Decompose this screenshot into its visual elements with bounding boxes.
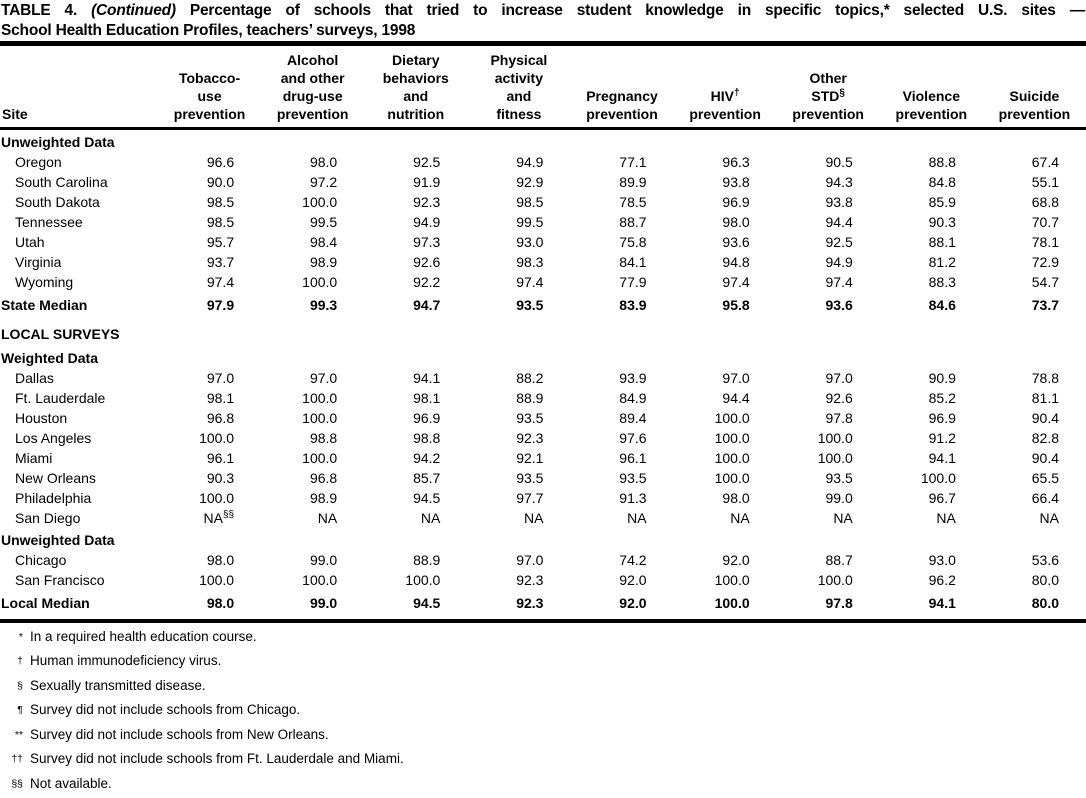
- table-row: [0, 368, 1086, 388]
- footnote-text: Not available.: [30, 774, 1086, 798]
- value-cell: 95.8: [674, 293, 777, 319]
- site-cell: Tennessee: [0, 213, 158, 233]
- value-cell: 99.5: [261, 213, 364, 233]
- table-row: [0, 253, 1086, 273]
- value-cell: 100.0: [674, 448, 777, 468]
- value-cell: 68.8: [983, 193, 1086, 213]
- footnote: [0, 774, 1086, 798]
- value-cell: 97.4: [674, 273, 777, 293]
- value-cell: 82.8: [983, 428, 1086, 448]
- value-cell: 75.8: [570, 233, 673, 253]
- value-cell: 93.8: [777, 193, 880, 213]
- value-cell: 98.5: [467, 193, 570, 213]
- section-header-row: [0, 528, 1086, 551]
- column-header: HIV† prevention: [674, 46, 777, 129]
- value-cell: 66.4: [983, 488, 1086, 508]
- value-cell: 90.3: [880, 213, 983, 233]
- value-cell: 78.5: [570, 193, 673, 213]
- value-cell: 93.7: [158, 253, 261, 273]
- site-cell: Dallas: [0, 368, 158, 388]
- value-cell: 98.8: [364, 428, 467, 448]
- value-cell: 96.8: [158, 408, 261, 428]
- value-cell: 55.1: [983, 173, 1086, 193]
- value-cell: 97.0: [261, 368, 364, 388]
- value-cell: 95.7: [158, 233, 261, 253]
- site-column-header: Site: [0, 46, 158, 129]
- value-cell: 96.9: [364, 408, 467, 428]
- value-cell: 84.1: [570, 253, 673, 273]
- value-cell: 80.0: [983, 571, 1086, 591]
- median-row: [0, 591, 1086, 617]
- value-cell: 90.4: [983, 408, 1086, 428]
- group-header-row: [0, 319, 1086, 346]
- value-cell: 78.1: [983, 233, 1086, 253]
- value-cell: 97.8: [777, 408, 880, 428]
- value-cell: 83.9: [570, 293, 673, 319]
- column-header: Physical activity and fitness: [467, 46, 570, 129]
- value-cell: 97.8: [777, 591, 880, 617]
- value-cell: 93.0: [880, 551, 983, 571]
- value-cell: 97.0: [467, 551, 570, 571]
- footnote-text: In a required health education course.: [30, 627, 1086, 652]
- value-cell: 98.1: [364, 388, 467, 408]
- footnote-text: Survey did not include schools from Ft. Lauderdale and Miami.: [30, 749, 1086, 774]
- value-cell: NA: [983, 508, 1086, 528]
- value-cell: 99.0: [261, 551, 364, 571]
- site-cell: Wyoming: [0, 273, 158, 293]
- table-title: [0, 0, 1086, 40]
- value-cell: 94.9: [777, 253, 880, 273]
- table-row: [0, 408, 1086, 428]
- section-label: LOCAL SURVEYS: [0, 319, 1086, 346]
- value-cell: 93.6: [777, 293, 880, 319]
- table-row: [0, 213, 1086, 233]
- site-cell: Oregon: [0, 153, 158, 173]
- value-cell: 94.1: [880, 448, 983, 468]
- value-cell: 99.0: [261, 591, 364, 617]
- value-cell: NA: [467, 508, 570, 528]
- value-cell: 94.7: [364, 293, 467, 319]
- value-cell: 100.0: [261, 388, 364, 408]
- value-cell: 90.3: [158, 468, 261, 488]
- value-cell: 92.0: [570, 591, 673, 617]
- value-cell: 94.5: [364, 488, 467, 508]
- footnote: [0, 676, 1086, 701]
- site-cell: New Orleans: [0, 468, 158, 488]
- section-header-row: [0, 346, 1086, 369]
- value-cell: 100.0: [674, 408, 777, 428]
- value-cell: 100.0: [674, 591, 777, 617]
- value-cell: 93.5: [570, 468, 673, 488]
- value-cell: NA: [777, 508, 880, 528]
- value-cell: 98.0: [674, 488, 777, 508]
- site-cell: Los Angeles: [0, 428, 158, 448]
- footnote: [0, 749, 1086, 774]
- value-cell: 98.3: [467, 253, 570, 273]
- value-cell: 94.5: [364, 591, 467, 617]
- value-cell: 96.8: [261, 468, 364, 488]
- value-cell: 96.7: [880, 488, 983, 508]
- value-cell: 93.8: [674, 173, 777, 193]
- value-cell: 84.9: [570, 388, 673, 408]
- site-cell: Virginia: [0, 253, 158, 273]
- value-cell: 100.0: [674, 571, 777, 591]
- value-cell: 93.5: [777, 468, 880, 488]
- table-header-row: [0, 46, 1086, 129]
- value-cell: 98.4: [261, 233, 364, 253]
- value-cell: NA: [261, 508, 364, 528]
- footnote-text: Survey did not include schools from New Orleans.: [30, 725, 1086, 750]
- value-cell: 90.4: [983, 448, 1086, 468]
- footnote-symbol: §: [0, 676, 30, 701]
- site-cell: Utah: [0, 233, 158, 253]
- footnote-symbol: ¶: [0, 700, 30, 725]
- footnote: [0, 627, 1086, 652]
- value-cell: 74.2: [570, 551, 673, 571]
- value-cell: 90.5: [777, 153, 880, 173]
- value-cell: 96.1: [158, 448, 261, 468]
- site-cell: South Dakota: [0, 193, 158, 213]
- value-cell: 100.0: [674, 468, 777, 488]
- value-cell: 88.7: [777, 551, 880, 571]
- value-cell: 93.5: [467, 468, 570, 488]
- footnote-text: Human immunodeficiency virus.: [30, 651, 1086, 676]
- value-cell: 94.2: [364, 448, 467, 468]
- table-row: [0, 193, 1086, 213]
- value-cell: 85.7: [364, 468, 467, 488]
- value-cell: NA: [880, 508, 983, 528]
- value-cell: 88.8: [880, 153, 983, 173]
- value-cell: 98.8: [261, 428, 364, 448]
- site-cell: Miami: [0, 448, 158, 468]
- value-cell: 100.0: [364, 571, 467, 591]
- table-row: [0, 273, 1086, 293]
- value-cell: 97.2: [261, 173, 364, 193]
- value-cell: 100.0: [880, 468, 983, 488]
- value-cell: 89.9: [570, 173, 673, 193]
- value-cell: 90.0: [158, 173, 261, 193]
- value-cell: 100.0: [261, 193, 364, 213]
- table-header: [0, 46, 1086, 129]
- value-cell: NA: [570, 508, 673, 528]
- footnote-symbol: †: [0, 651, 30, 676]
- value-cell: 91.3: [570, 488, 673, 508]
- table-row: [0, 551, 1086, 571]
- value-cell: 92.3: [467, 428, 570, 448]
- column-header: Violence prevention: [880, 46, 983, 129]
- table-row: [0, 233, 1086, 253]
- value-cell: 78.8: [983, 368, 1086, 388]
- table-row: [0, 571, 1086, 591]
- value-cell: NA: [674, 508, 777, 528]
- value-cell: 85.2: [880, 388, 983, 408]
- value-cell: 80.0: [983, 591, 1086, 617]
- value-cell: 94.3: [777, 173, 880, 193]
- value-cell: 91.2: [880, 428, 983, 448]
- value-cell: 93.5: [467, 293, 570, 319]
- value-cell: 94.1: [364, 368, 467, 388]
- section-label: Unweighted Data: [0, 528, 1086, 551]
- site-cell: San Francisco: [0, 571, 158, 591]
- site-cell: Philadelphia: [0, 488, 158, 508]
- value-cell: 98.1: [158, 388, 261, 408]
- table-title-text: Percentage of schools that tried to increase student knowledge in specific topics,* selected U.S. sites —: [190, 2, 1085, 19]
- value-cell: 77.9: [570, 273, 673, 293]
- value-cell: 96.3: [674, 153, 777, 173]
- column-header: Tobacco- use prevention: [158, 46, 261, 129]
- value-cell: 100.0: [777, 571, 880, 591]
- table-row: [0, 388, 1086, 408]
- value-cell: 88.9: [467, 388, 570, 408]
- site-cell: San Diego: [0, 508, 158, 528]
- value-cell: 94.4: [674, 388, 777, 408]
- value-cell: 53.6: [983, 551, 1086, 571]
- value-cell: 88.3: [880, 273, 983, 293]
- value-cell: 97.3: [364, 233, 467, 253]
- section-label: Unweighted Data: [0, 129, 1086, 153]
- value-cell: 100.0: [777, 448, 880, 468]
- table-number-label: TABLE 4.: [1, 2, 77, 19]
- value-cell: 88.1: [880, 233, 983, 253]
- site-cell: South Carolina: [0, 173, 158, 193]
- median-row: [0, 293, 1086, 319]
- site-cell: Chicago: [0, 551, 158, 571]
- data-table: [0, 46, 1086, 617]
- table-title-line1: [1, 1, 1085, 21]
- value-cell: 92.3: [467, 591, 570, 617]
- value-cell: 84.8: [880, 173, 983, 193]
- value-cell: 96.9: [674, 193, 777, 213]
- value-cell: 98.0: [261, 153, 364, 173]
- footnotes: [0, 623, 1086, 798]
- value-cell: NA: [364, 508, 467, 528]
- table-row: [0, 468, 1086, 488]
- site-cell: State Median: [0, 293, 158, 319]
- section-header-row: [0, 129, 1086, 153]
- value-cell: 67.4: [983, 153, 1086, 173]
- value-cell: 98.0: [158, 551, 261, 571]
- value-cell: 96.1: [570, 448, 673, 468]
- value-cell: 97.0: [777, 368, 880, 388]
- value-cell: 96.9: [880, 408, 983, 428]
- value-cell: 97.4: [777, 273, 880, 293]
- value-cell: 100.0: [674, 428, 777, 448]
- value-cell: 90.9: [880, 368, 983, 388]
- value-cell: 92.5: [777, 233, 880, 253]
- site-cell: Local Median: [0, 591, 158, 617]
- table-title-line2: School Health Education Profiles, teachers’ surveys, 1998: [1, 21, 1085, 41]
- value-cell: 93.6: [674, 233, 777, 253]
- value-cell: 94.9: [467, 153, 570, 173]
- value-cell: 100.0: [261, 408, 364, 428]
- footnote-text: Sexually transmitted disease.: [30, 676, 1086, 701]
- value-cell: 97.7: [467, 488, 570, 508]
- footnote: [0, 700, 1086, 725]
- value-cell: 100.0: [158, 571, 261, 591]
- value-cell: 98.0: [158, 591, 261, 617]
- footnote: [0, 651, 1086, 676]
- value-cell: 88.7: [570, 213, 673, 233]
- value-cell: 65.5: [983, 468, 1086, 488]
- value-cell: 99.0: [777, 488, 880, 508]
- value-cell: 97.6: [570, 428, 673, 448]
- value-cell: 97.4: [158, 273, 261, 293]
- value-cell: 92.0: [674, 551, 777, 571]
- value-cell: 88.2: [467, 368, 570, 388]
- value-cell: 100.0: [777, 428, 880, 448]
- value-cell: 89.4: [570, 408, 673, 428]
- table-row: [0, 448, 1086, 468]
- value-cell: 54.7: [983, 273, 1086, 293]
- footnote-symbol: *: [0, 627, 30, 652]
- value-cell: 97.4: [467, 273, 570, 293]
- value-cell: 98.5: [158, 193, 261, 213]
- table-row: [0, 508, 1086, 528]
- column-header: Alcohol and other drug-use prevention: [261, 46, 364, 129]
- value-cell: 100.0: [158, 488, 261, 508]
- value-cell: 81.2: [880, 253, 983, 273]
- table-row: [0, 153, 1086, 173]
- footnote-symbol: §§: [0, 774, 30, 798]
- value-cell: 100.0: [261, 571, 364, 591]
- value-cell: 94.1: [880, 591, 983, 617]
- value-cell: 97.0: [158, 368, 261, 388]
- table-row: [0, 428, 1086, 448]
- value-cell: 77.1: [570, 153, 673, 173]
- footnote-symbol: ††: [0, 749, 30, 774]
- value-cell: 92.3: [364, 193, 467, 213]
- value-cell: 92.5: [364, 153, 467, 173]
- value-cell: 99.3: [261, 293, 364, 319]
- value-cell: 92.3: [467, 571, 570, 591]
- value-cell: 92.1: [467, 448, 570, 468]
- value-cell: 96.6: [158, 153, 261, 173]
- section-label: Weighted Data: [0, 346, 1086, 369]
- value-cell: 94.9: [364, 213, 467, 233]
- value-cell: 81.1: [983, 388, 1086, 408]
- value-cell: 94.8: [674, 253, 777, 273]
- table-row: [0, 173, 1086, 193]
- value-cell: NA§§: [158, 508, 261, 528]
- value-cell: 92.0: [570, 571, 673, 591]
- value-cell: 98.5: [158, 213, 261, 233]
- table-row: [0, 488, 1086, 508]
- value-cell: 99.5: [467, 213, 570, 233]
- continued-label: (Continued): [91, 2, 176, 19]
- site-cell: Ft. Lauderdale: [0, 388, 158, 408]
- column-header: Suicide prevention: [983, 46, 1086, 129]
- value-cell: 73.7: [983, 293, 1086, 319]
- site-cell: Houston: [0, 408, 158, 428]
- value-cell: 72.9: [983, 253, 1086, 273]
- value-cell: 92.2: [364, 273, 467, 293]
- column-header: Pregnancy prevention: [570, 46, 673, 129]
- value-cell: 97.0: [674, 368, 777, 388]
- value-cell: 93.5: [467, 408, 570, 428]
- value-cell: 85.9: [880, 193, 983, 213]
- value-cell: 94.4: [777, 213, 880, 233]
- table-body: [0, 129, 1086, 617]
- value-cell: 98.0: [674, 213, 777, 233]
- value-cell: 100.0: [261, 448, 364, 468]
- value-cell: 92.6: [777, 388, 880, 408]
- value-cell: 93.9: [570, 368, 673, 388]
- footnote-text: Survey did not include schools from Chicago.: [30, 700, 1086, 725]
- value-cell: 92.9: [467, 173, 570, 193]
- value-cell: 88.9: [364, 551, 467, 571]
- value-cell: 84.6: [880, 293, 983, 319]
- value-cell: 92.6: [364, 253, 467, 273]
- value-cell: 93.0: [467, 233, 570, 253]
- value-cell: 98.9: [261, 253, 364, 273]
- footnote-symbol: **: [0, 725, 30, 750]
- value-cell: 91.9: [364, 173, 467, 193]
- footnote: [0, 725, 1086, 750]
- value-cell: 70.7: [983, 213, 1086, 233]
- value-cell: 100.0: [158, 428, 261, 448]
- column-header: Dietary behaviors and nutrition: [364, 46, 467, 129]
- value-cell: 96.2: [880, 571, 983, 591]
- value-cell: 98.9: [261, 488, 364, 508]
- value-cell: 100.0: [261, 273, 364, 293]
- value-cell: 97.9: [158, 293, 261, 319]
- column-header: Other STD§ prevention: [777, 46, 880, 129]
